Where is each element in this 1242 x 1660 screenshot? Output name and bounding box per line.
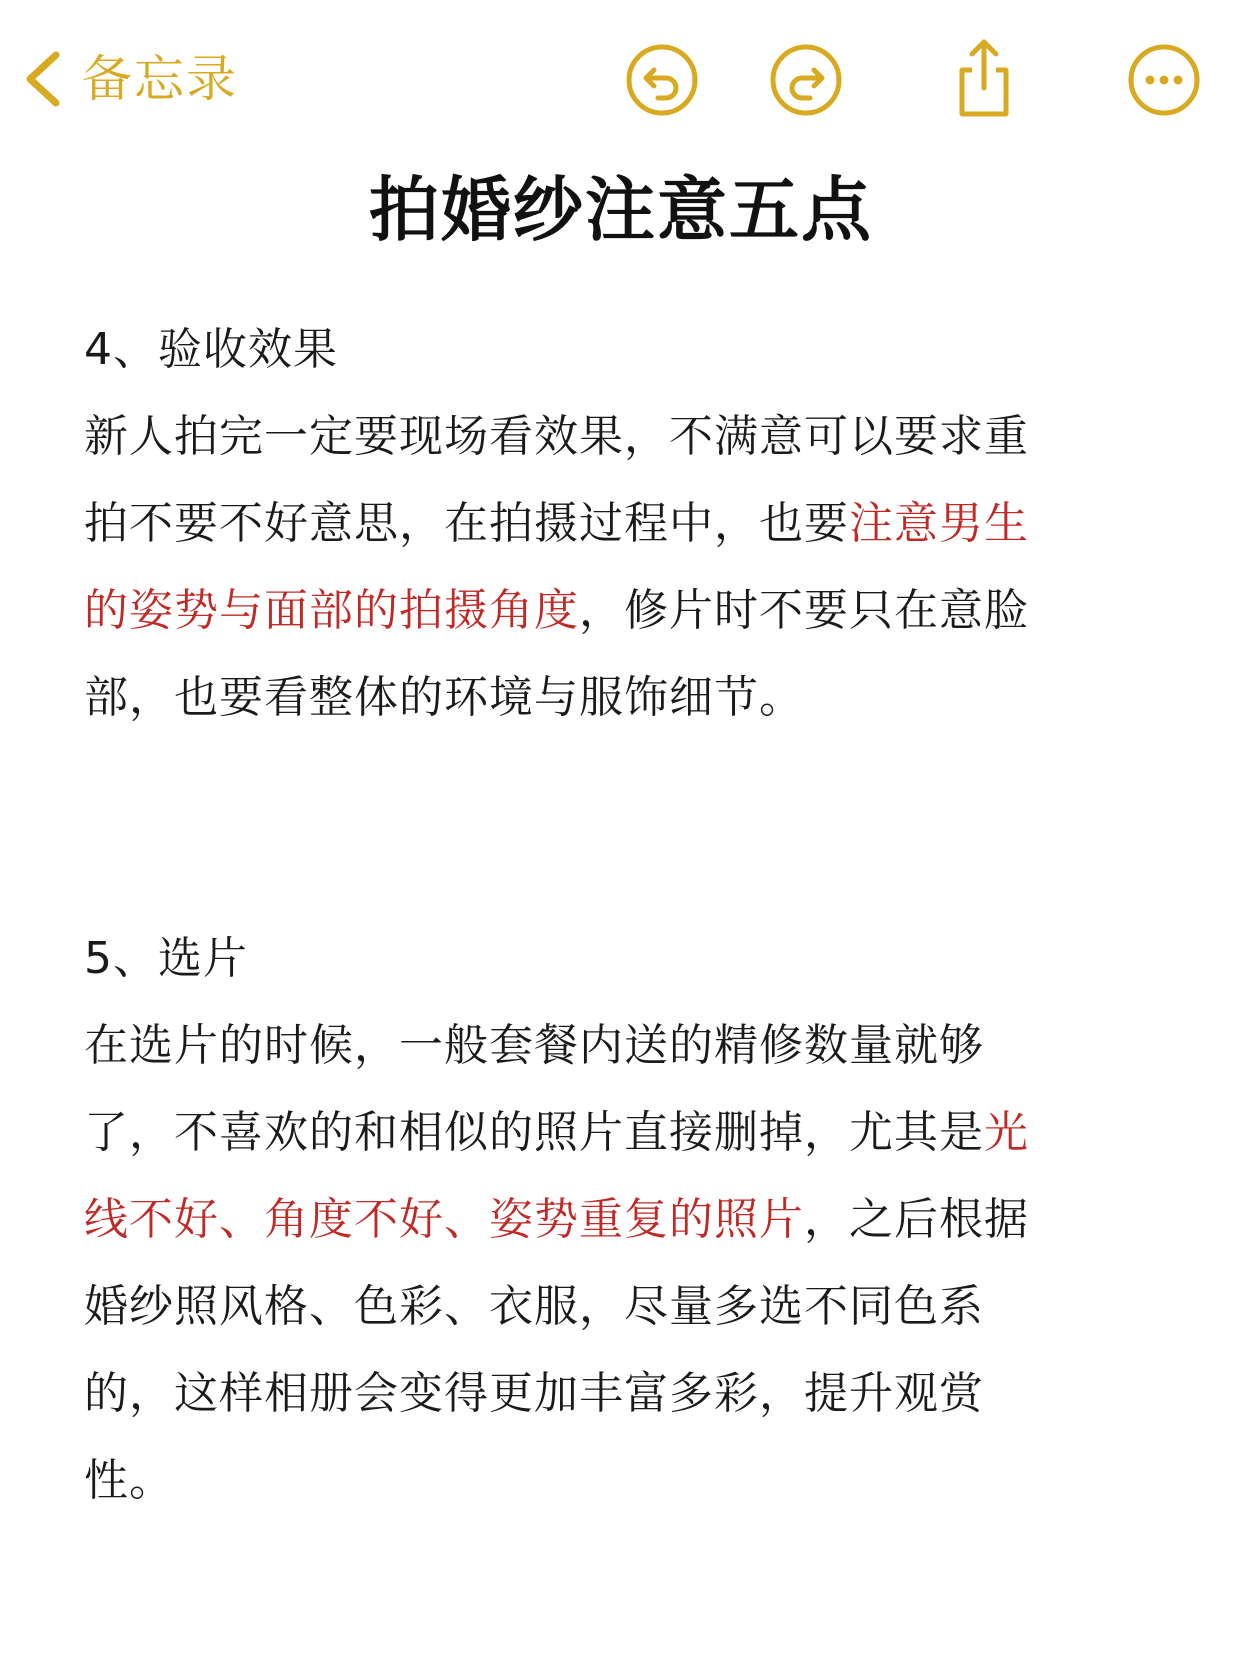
- paragraph-line: [84, 654, 1144, 741]
- redo-icon: [768, 42, 844, 118]
- highlighted-text: 线不好、角度不好、姿势重复的照片: [84, 1194, 804, 1245]
- highlighted-text: 的姿势与面部的拍摄角度: [84, 585, 579, 636]
- paragraph-line: [84, 567, 1144, 654]
- text-run: ，之后根据: [804, 1194, 1029, 1245]
- redo-button[interactable]: [768, 42, 844, 118]
- text-run: 拍不要不好意思，在拍摄过程中，也要: [84, 498, 849, 549]
- text-run: 婚纱照风格、色彩、衣服，尽量多选不同色系: [84, 1281, 984, 1332]
- paragraph-line: [84, 393, 1144, 480]
- more-button[interactable]: [1126, 42, 1202, 118]
- text-run: 在选片的时候，一般套餐内送的精修数量就够: [84, 1020, 984, 1071]
- undo-button[interactable]: [624, 42, 700, 118]
- text-run: 了，不喜欢的和相似的照片直接删掉，尤其是: [84, 1107, 984, 1158]
- text-run: 部，也要看整体的环境与服饰细节。: [84, 672, 804, 723]
- paragraph-line: [84, 1176, 1144, 1263]
- highlighted-text: 注意男生: [849, 498, 1029, 549]
- blank-lines: [84, 741, 1144, 915]
- share-icon: [946, 36, 1022, 120]
- paragraph-line: [84, 480, 1144, 567]
- paragraph-line: [84, 1263, 1144, 1350]
- section-heading: 5、选片: [84, 933, 248, 984]
- text-run: 性。: [84, 1455, 174, 1506]
- note-title: 拍婚纱注意五点: [369, 169, 873, 251]
- chevron-left-icon: [22, 49, 62, 109]
- paragraph-line: [84, 1350, 1144, 1437]
- share-button[interactable]: [946, 36, 1022, 120]
- text-run: 的，这样相册会变得更加丰富多彩，提升观赏: [84, 1368, 984, 1419]
- nav-bar: [0, 0, 1242, 150]
- back-label: 备忘录: [82, 50, 238, 108]
- text-run: ，修片时不要只在意脸: [579, 585, 1029, 636]
- text-run: 新人拍完一定要现场看效果，不满意可以要求重: [84, 411, 1029, 462]
- more-icon: [1126, 42, 1202, 118]
- back-button[interactable]: [22, 44, 238, 114]
- paragraph-line: [84, 1089, 1144, 1176]
- paragraph-line: [84, 1437, 1144, 1524]
- section-heading: 4、验收效果: [84, 324, 338, 375]
- undo-icon: [624, 42, 700, 118]
- paragraph-line: [84, 1002, 1144, 1089]
- highlighted-text: 光: [984, 1107, 1029, 1158]
- note-body[interactable]: [84, 306, 1144, 1524]
